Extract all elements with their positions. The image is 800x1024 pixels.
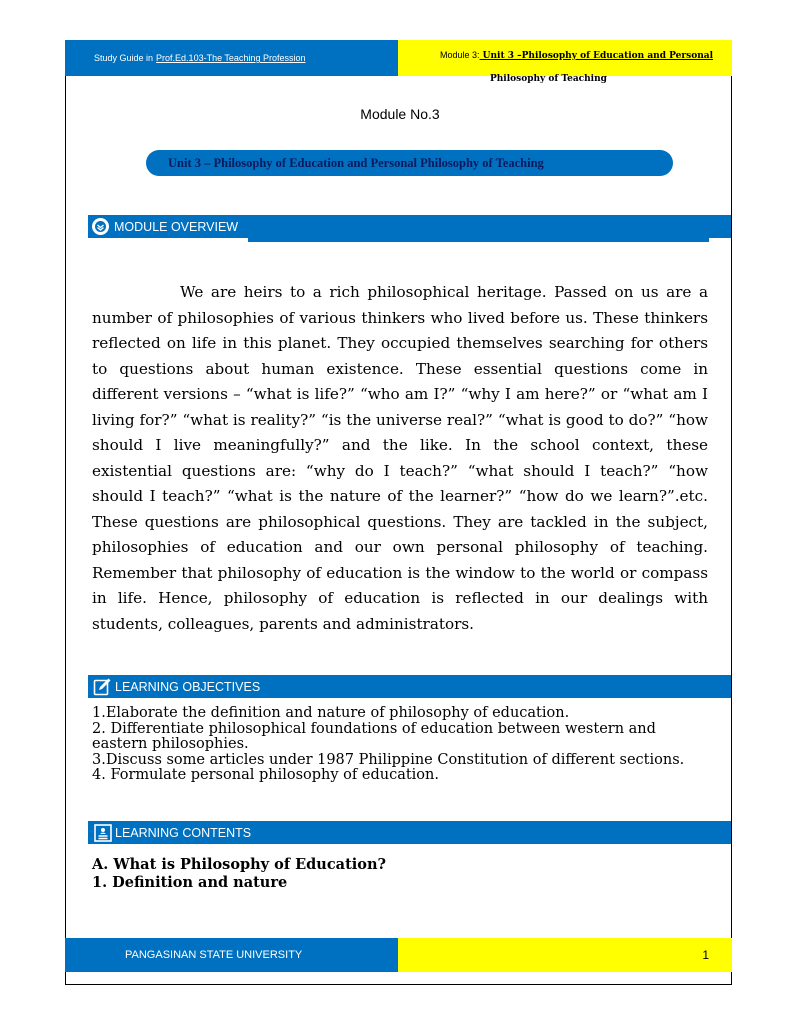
university-name: PANGASINAN STATE UNIVERSITY [125,949,303,961]
unit-title: Unit 3 –Philosophy of Education and Personal [479,51,714,61]
learning-contents-bar [88,821,731,844]
footer-university [65,938,398,972]
course-link[interactable]: Prof.Ed.103-The Teaching Profession [156,53,306,63]
objective-item: 4. Formulate personal philosophy of education. [92,767,439,783]
header-study-guide [65,40,398,76]
unit-title-overflow: Philosophy of Teaching [490,74,607,84]
objective-item: 1.Elaborate the definition and nature of philosophy of education. [92,705,570,721]
page-header [65,40,732,84]
module-label: Module 3: [440,50,480,60]
page-footer [65,938,732,972]
overview-paragraph [92,280,708,637]
document-icon [93,823,112,842]
learning-objectives-bar [88,675,731,698]
header-module-info [398,40,732,84]
module-number: Module No.3 [360,106,440,122]
content-heading-a: A. What is Philosophy of Education? [92,856,386,873]
footer-page [398,938,732,972]
overview-icon [92,218,109,235]
contents-title: LEARNING CONTENTS [115,825,252,840]
unit-banner-text: Unit 3 – Philosophy of Education and Personal Philosophy of Teaching [168,155,544,170]
study-guide-prefix: Study Guide in [94,53,154,63]
content-heading-1: 1. Definition and nature [92,874,288,891]
objectives-list [92,706,712,784]
objectives-title: LEARNING OBJECTIVES [115,679,261,694]
module-overview-bar [88,215,731,238]
overview-title: MODULE OVERVIEW [114,219,239,234]
pencil-edit-icon [93,677,112,696]
page-number: 1 [702,948,709,962]
learning-contents [92,856,712,892]
objective-item: 2. Differentiate philosophical foundations of education between western and eastern philosophies. [92,720,656,752]
objective-item: 3.Discuss some articles under 1987 Philippine Constitution of different sections. [92,751,685,768]
unit-banner [146,150,673,176]
overview-paragraph-text: We are heirs to a rich philosophical heritage. Passed on us are a number of philosophies of various thinkers who lived before us. These thinkers reflected on life in this planet. They occupied themselves searching for others to questions about human existence. These essential questions come in different versions – “what is life?” “who am I?” “why I am here?” or “what am I living for?” “what is reality?” “is the universe real?” “what is good to do?” “how should I live meaningfully?” and the like. In the school context, these existential questions are: “why do I teach?” “what should I teach?” “how should I teach?” “what is the nature of the learner?” “how do we learn?”.etc. These questions are philosophical questions. They are tackled in the subject, philosophies of education and our own personal philosophy of teaching. Remember that philosophy of education is the window to the world or compass in life. Hence, philosophy of education is reflected in our dealings with students, colleagues, parents and administrators. [92,283,708,633]
